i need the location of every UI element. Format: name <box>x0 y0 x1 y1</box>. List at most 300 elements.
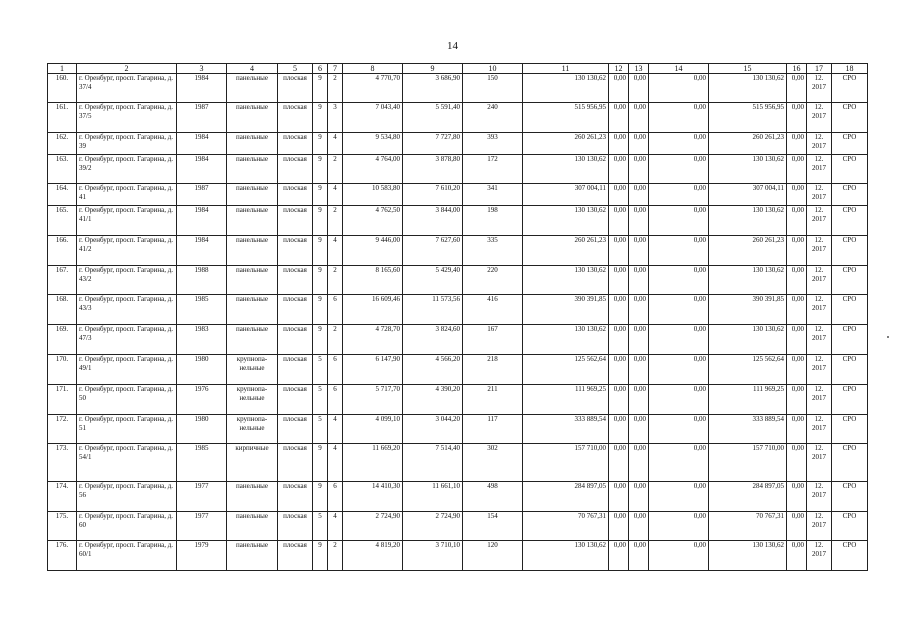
cost-col12-cell: 0,00 <box>609 444 629 482</box>
year-cell: 1980 <box>177 415 227 444</box>
cost-col13-cell: 0,00 <box>629 415 649 444</box>
total-cost-cell: 130 130,62 <box>523 541 609 571</box>
total-cost-cell: 260 261,23 <box>523 133 609 155</box>
residents-cell: 302 <box>463 444 523 482</box>
row-number: 171. <box>48 385 77 415</box>
total-area-cell: 4 728,70 <box>343 325 403 355</box>
column-number-15: 15 <box>709 64 787 74</box>
year-cell: 1987 <box>177 184 227 206</box>
row-number: 172. <box>48 415 77 444</box>
living-area-cell: 3 710,10 <box>403 541 463 571</box>
deadline-cell: 12. 2017 <box>807 512 832 541</box>
cost-col14-cell: 0,00 <box>649 444 709 482</box>
column-number-4: 4 <box>227 64 278 74</box>
cost-col15-cell: 307 004,11 <box>709 184 787 206</box>
address-cell: г. Оренбург, просп. Гагарина, д. 50 <box>77 385 177 415</box>
total-cost-cell: 130 130,62 <box>523 155 609 184</box>
floors-cell: 5 <box>313 355 328 385</box>
deadline-cell: 12. 2017 <box>807 385 832 415</box>
cost-col14-cell: 0,00 <box>649 206 709 236</box>
column-number-8: 8 <box>343 64 403 74</box>
cost-col16-cell: 0,00 <box>787 103 807 133</box>
cost-col15-cell: 130 130,62 <box>709 155 787 184</box>
total-cost-cell: 515 956,95 <box>523 103 609 133</box>
address-cell: г. Оренбург, просп. Гагарина, д. 41/2 <box>77 236 177 266</box>
cost-col12-cell: 0,00 <box>609 103 629 133</box>
year-cell: 1984 <box>177 133 227 155</box>
roof-type-cell: плоская <box>278 206 313 236</box>
entrances-cell: 4 <box>328 444 343 482</box>
deadline-cell: 12. 2017 <box>807 74 832 103</box>
cost-col15-cell: 70 767,31 <box>709 512 787 541</box>
address-cell: г. Оренбург, просп. Гагарина, д. 37/5 <box>77 103 177 133</box>
method-cell: СРО <box>832 103 868 133</box>
row-number: 169. <box>48 325 77 355</box>
cost-col12-cell: 0,00 <box>609 482 629 512</box>
entrances-cell: 4 <box>328 133 343 155</box>
address-cell: г. Оренбург, просп. Гагарина, д. 51 <box>77 415 177 444</box>
roof-type-cell: плоская <box>278 415 313 444</box>
cost-col15-cell: 130 130,62 <box>709 541 787 571</box>
total-cost-cell: 130 130,62 <box>523 74 609 103</box>
residents-cell: 167 <box>463 325 523 355</box>
floors-cell: 9 <box>313 325 328 355</box>
residents-cell: 150 <box>463 74 523 103</box>
residents-cell: 393 <box>463 133 523 155</box>
living-area-cell: 4 566,20 <box>403 355 463 385</box>
total-area-cell: 4 770,70 <box>343 74 403 103</box>
column-number-9: 9 <box>403 64 463 74</box>
residents-cell: 211 <box>463 385 523 415</box>
total-area-cell: 8 165,60 <box>343 266 403 295</box>
column-number-5: 5 <box>278 64 313 74</box>
living-area-cell: 5 591,40 <box>403 103 463 133</box>
floors-cell: 9 <box>313 236 328 266</box>
roof-type-cell: плоская <box>278 385 313 415</box>
cost-col12-cell: 0,00 <box>609 236 629 266</box>
cost-col13-cell: 0,00 <box>629 74 649 103</box>
floors-cell: 9 <box>313 206 328 236</box>
total-cost-cell: 70 767,31 <box>523 512 609 541</box>
table-row <box>48 184 868 206</box>
table-row <box>48 103 868 133</box>
address-cell: г. Оренбург, просп. Гагарина, д. 43/2 <box>77 266 177 295</box>
total-cost-cell: 125 562,64 <box>523 355 609 385</box>
column-number-16: 16 <box>787 64 807 74</box>
entrances-cell: 4 <box>328 512 343 541</box>
total-area-cell: 4 819,20 <box>343 541 403 571</box>
total-cost-cell: 130 130,62 <box>523 266 609 295</box>
deadline-cell: 12. 2017 <box>807 482 832 512</box>
residents-cell: 220 <box>463 266 523 295</box>
entrances-cell: 2 <box>328 541 343 571</box>
entrances-cell: 6 <box>328 385 343 415</box>
page-number: 14 <box>447 40 458 52</box>
table-row <box>48 512 868 541</box>
year-cell: 1979 <box>177 541 227 571</box>
wall-material-cell: панельные <box>227 103 278 133</box>
column-number-18: 18 <box>832 64 868 74</box>
living-area-cell: 7 514,40 <box>403 444 463 482</box>
year-cell: 1984 <box>177 206 227 236</box>
year-cell: 1987 <box>177 103 227 133</box>
residents-cell: 172 <box>463 155 523 184</box>
method-cell: СРО <box>832 184 868 206</box>
wall-material-cell: панельные <box>227 155 278 184</box>
residents-cell: 117 <box>463 415 523 444</box>
cost-col15-cell: 125 562,64 <box>709 355 787 385</box>
method-cell: СРО <box>832 512 868 541</box>
deadline-cell: 12. 2017 <box>807 444 832 482</box>
cost-col13-cell: 0,00 <box>629 444 649 482</box>
cost-col15-cell: 284 897,05 <box>709 482 787 512</box>
row-number: 162. <box>48 133 77 155</box>
method-cell: СРО <box>832 236 868 266</box>
table-row <box>48 385 868 415</box>
wall-material-cell: панельные <box>227 133 278 155</box>
floors-cell: 9 <box>313 103 328 133</box>
total-cost-cell: 307 004,11 <box>523 184 609 206</box>
method-cell: СРО <box>832 325 868 355</box>
cost-col13-cell: 0,00 <box>629 103 649 133</box>
address-cell: г. Оренбург, просп. Гагарина, д. 56 <box>77 482 177 512</box>
cost-col15-cell: 260 261,23 <box>709 133 787 155</box>
residents-cell: 416 <box>463 295 523 325</box>
cost-col14-cell: 0,00 <box>649 103 709 133</box>
living-area-cell: 11 573,56 <box>403 295 463 325</box>
wall-material-cell: панельные <box>227 74 278 103</box>
address-cell: г. Оренбург, просп. Гагарина, д. 39/2 <box>77 155 177 184</box>
cost-col16-cell: 0,00 <box>787 206 807 236</box>
cost-col15-cell: 130 130,62 <box>709 266 787 295</box>
roof-type-cell: плоская <box>278 266 313 295</box>
residents-cell: 198 <box>463 206 523 236</box>
method-cell: СРО <box>832 415 868 444</box>
cost-col16-cell: 0,00 <box>787 133 807 155</box>
cost-col12-cell: 0,00 <box>609 385 629 415</box>
row-number: 170. <box>48 355 77 385</box>
address-cell: г. Оренбург, просп. Гагарина, д. 60/1 <box>77 541 177 571</box>
cost-col14-cell: 0,00 <box>649 512 709 541</box>
living-area-cell: 7 627,60 <box>403 236 463 266</box>
living-area-cell: 7 727,80 <box>403 133 463 155</box>
column-number-17: 17 <box>807 64 832 74</box>
entrances-cell: 3 <box>328 103 343 133</box>
deadline-cell: 12. 2017 <box>807 155 832 184</box>
cost-col16-cell: 0,00 <box>787 385 807 415</box>
floors-cell: 9 <box>313 155 328 184</box>
cost-col13-cell: 0,00 <box>629 236 649 266</box>
floors-cell: 9 <box>313 482 328 512</box>
residents-cell: 341 <box>463 184 523 206</box>
cost-col14-cell: 0,00 <box>649 295 709 325</box>
roof-type-cell: плоская <box>278 103 313 133</box>
address-cell: г. Оренбург, просп. Гагарина, д. 60 <box>77 512 177 541</box>
cost-col15-cell: 130 130,62 <box>709 74 787 103</box>
entrances-cell: 2 <box>328 206 343 236</box>
deadline-cell: 12. 2017 <box>807 541 832 571</box>
method-cell: СРО <box>832 206 868 236</box>
column-number-2: 2 <box>77 64 177 74</box>
row-number: 160. <box>48 74 77 103</box>
year-cell: 1977 <box>177 482 227 512</box>
wall-material-cell: панельные <box>227 325 278 355</box>
cost-col13-cell: 0,00 <box>629 155 649 184</box>
total-area-cell: 9 446,00 <box>343 236 403 266</box>
cost-col12-cell: 0,00 <box>609 541 629 571</box>
wall-material-cell: панельные <box>227 512 278 541</box>
table-body <box>48 74 868 571</box>
deadline-cell: 12. 2017 <box>807 133 832 155</box>
wall-material-cell: панельные <box>227 184 278 206</box>
cost-col13-cell: 0,00 <box>629 541 649 571</box>
living-area-cell: 4 390,20 <box>403 385 463 415</box>
deadline-cell: 12. 2017 <box>807 103 832 133</box>
wall-material-cell: крупнопа- нельные <box>227 385 278 415</box>
cost-col12-cell: 0,00 <box>609 74 629 103</box>
living-area-cell: 3 878,80 <box>403 155 463 184</box>
cost-col12-cell: 0,00 <box>609 266 629 295</box>
roof-type-cell: плоская <box>278 355 313 385</box>
total-cost-cell: 130 130,62 <box>523 206 609 236</box>
method-cell: СРО <box>832 355 868 385</box>
wall-material-cell: панельные <box>227 482 278 512</box>
row-number: 168. <box>48 295 77 325</box>
cost-col16-cell: 0,00 <box>787 295 807 325</box>
total-area-cell: 7 043,40 <box>343 103 403 133</box>
cost-col12-cell: 0,00 <box>609 325 629 355</box>
table-row <box>48 266 868 295</box>
address-cell: г. Оренбург, просп. Гагарина, д. 47/3 <box>77 325 177 355</box>
cost-col13-cell: 0,00 <box>629 266 649 295</box>
total-cost-cell: 157 710,00 <box>523 444 609 482</box>
total-area-cell: 4 099,10 <box>343 415 403 444</box>
cost-col12-cell: 0,00 <box>609 184 629 206</box>
column-number-10: 10 <box>463 64 523 74</box>
cost-col15-cell: 515 956,95 <box>709 103 787 133</box>
scan-speck <box>887 336 889 338</box>
table-row <box>48 482 868 512</box>
floors-cell: 9 <box>313 295 328 325</box>
row-number: 164. <box>48 184 77 206</box>
column-number-14: 14 <box>649 64 709 74</box>
method-cell: СРО <box>832 133 868 155</box>
wall-material-cell: кирпичные <box>227 444 278 482</box>
deadline-cell: 12. 2017 <box>807 184 832 206</box>
row-number: 176. <box>48 541 77 571</box>
cost-col16-cell: 0,00 <box>787 74 807 103</box>
cost-col14-cell: 0,00 <box>649 184 709 206</box>
repair-schedule-table <box>47 63 868 571</box>
residents-cell: 120 <box>463 541 523 571</box>
cost-col12-cell: 0,00 <box>609 206 629 236</box>
roof-type-cell: плоская <box>278 133 313 155</box>
column-number-row <box>48 64 868 74</box>
cost-col14-cell: 0,00 <box>649 133 709 155</box>
cost-col16-cell: 0,00 <box>787 236 807 266</box>
cost-col12-cell: 0,00 <box>609 512 629 541</box>
column-number-3: 3 <box>177 64 227 74</box>
wall-material-cell: панельные <box>227 295 278 325</box>
cost-col12-cell: 0,00 <box>609 155 629 184</box>
entrances-cell: 2 <box>328 266 343 295</box>
cost-col15-cell: 130 130,62 <box>709 206 787 236</box>
living-area-cell: 3 824,60 <box>403 325 463 355</box>
wall-material-cell: панельные <box>227 266 278 295</box>
row-number: 166. <box>48 236 77 266</box>
cost-col16-cell: 0,00 <box>787 184 807 206</box>
year-cell: 1985 <box>177 444 227 482</box>
year-cell: 1976 <box>177 385 227 415</box>
cost-col14-cell: 0,00 <box>649 355 709 385</box>
cost-col13-cell: 0,00 <box>629 295 649 325</box>
cost-col15-cell: 390 391,85 <box>709 295 787 325</box>
total-area-cell: 6 147,90 <box>343 355 403 385</box>
floors-cell: 9 <box>313 184 328 206</box>
deadline-cell: 12. 2017 <box>807 325 832 355</box>
cost-col15-cell: 130 130,62 <box>709 325 787 355</box>
cost-col16-cell: 0,00 <box>787 325 807 355</box>
method-cell: СРО <box>832 266 868 295</box>
entrances-cell: 2 <box>328 74 343 103</box>
floors-cell: 9 <box>313 266 328 295</box>
living-area-cell: 5 429,40 <box>403 266 463 295</box>
cost-col13-cell: 0,00 <box>629 133 649 155</box>
table-row <box>48 295 868 325</box>
table-row <box>48 155 868 184</box>
deadline-cell: 12. 2017 <box>807 266 832 295</box>
address-cell: г. Оренбург, просп. Гагарина, д. 37/4 <box>77 74 177 103</box>
cost-col12-cell: 0,00 <box>609 355 629 385</box>
total-cost-cell: 390 391,85 <box>523 295 609 325</box>
total-area-cell: 9 534,80 <box>343 133 403 155</box>
entrances-cell: 2 <box>328 155 343 184</box>
method-cell: СРО <box>832 385 868 415</box>
living-area-cell: 7 610,20 <box>403 184 463 206</box>
cost-col14-cell: 0,00 <box>649 236 709 266</box>
floors-cell: 9 <box>313 133 328 155</box>
cost-col13-cell: 0,00 <box>629 512 649 541</box>
year-cell: 1980 <box>177 355 227 385</box>
column-number-7: 7 <box>328 64 343 74</box>
cost-col13-cell: 0,00 <box>629 385 649 415</box>
roof-type-cell: плоская <box>278 295 313 325</box>
table-row <box>48 206 868 236</box>
address-cell: г. Оренбург, просп. Гагарина, д. 41/1 <box>77 206 177 236</box>
roof-type-cell: плоская <box>278 482 313 512</box>
cost-col12-cell: 0,00 <box>609 295 629 325</box>
table-row <box>48 355 868 385</box>
method-cell: СРО <box>832 295 868 325</box>
method-cell: СРО <box>832 482 868 512</box>
residents-cell: 240 <box>463 103 523 133</box>
cost-col16-cell: 0,00 <box>787 541 807 571</box>
table-row <box>48 541 868 571</box>
column-number-11: 11 <box>523 64 609 74</box>
roof-type-cell: плоская <box>278 444 313 482</box>
floors-cell: 9 <box>313 444 328 482</box>
deadline-cell: 12. 2017 <box>807 415 832 444</box>
year-cell: 1977 <box>177 512 227 541</box>
address-cell: г. Оренбург, просп. Гагарина, д. 54/1 <box>77 444 177 482</box>
total-area-cell: 16 609,46 <box>343 295 403 325</box>
column-number-12: 12 <box>609 64 629 74</box>
cost-col16-cell: 0,00 <box>787 444 807 482</box>
table-row <box>48 415 868 444</box>
wall-material-cell: панельные <box>227 206 278 236</box>
cost-col14-cell: 0,00 <box>649 74 709 103</box>
table-row <box>48 236 868 266</box>
table-row <box>48 325 868 355</box>
residents-cell: 218 <box>463 355 523 385</box>
floors-cell: 9 <box>313 74 328 103</box>
method-cell: СРО <box>832 74 868 103</box>
total-cost-cell: 260 261,23 <box>523 236 609 266</box>
wall-material-cell: панельные <box>227 236 278 266</box>
living-area-cell: 3 044,20 <box>403 415 463 444</box>
residents-cell: 154 <box>463 512 523 541</box>
entrances-cell: 4 <box>328 184 343 206</box>
year-cell: 1984 <box>177 74 227 103</box>
row-number: 165. <box>48 206 77 236</box>
roof-type-cell: плоская <box>278 541 313 571</box>
address-cell: г. Оренбург, просп. Гагарина, д. 39 <box>77 133 177 155</box>
roof-type-cell: плоская <box>278 184 313 206</box>
year-cell: 1985 <box>177 295 227 325</box>
table-row <box>48 444 868 482</box>
column-number-13: 13 <box>629 64 649 74</box>
cost-col13-cell: 0,00 <box>629 184 649 206</box>
total-cost-cell: 284 897,05 <box>523 482 609 512</box>
living-area-cell: 2 724,90 <box>403 512 463 541</box>
cost-col16-cell: 0,00 <box>787 415 807 444</box>
cost-col13-cell: 0,00 <box>629 325 649 355</box>
address-cell: г. Оренбург, просп. Гагарина, д. 49/1 <box>77 355 177 385</box>
floors-cell: 9 <box>313 541 328 571</box>
residents-cell: 498 <box>463 482 523 512</box>
row-number: 161. <box>48 103 77 133</box>
cost-col15-cell: 111 969,25 <box>709 385 787 415</box>
cost-col13-cell: 0,00 <box>629 482 649 512</box>
table-row <box>48 74 868 103</box>
floors-cell: 5 <box>313 512 328 541</box>
cost-col16-cell: 0,00 <box>787 482 807 512</box>
deadline-cell: 12. 2017 <box>807 295 832 325</box>
total-cost-cell: 333 889,54 <box>523 415 609 444</box>
cost-col14-cell: 0,00 <box>649 415 709 444</box>
address-cell: г. Оренбург, просп. Гагарина, д. 41 <box>77 184 177 206</box>
cost-col14-cell: 0,00 <box>649 155 709 184</box>
total-area-cell: 10 583,80 <box>343 184 403 206</box>
residents-cell: 335 <box>463 236 523 266</box>
living-area-cell: 3 844,00 <box>403 206 463 236</box>
roof-type-cell: плоская <box>278 236 313 266</box>
roof-type-cell: плоская <box>278 74 313 103</box>
method-cell: СРО <box>832 541 868 571</box>
column-number-1: 1 <box>48 64 77 74</box>
cost-col12-cell: 0,00 <box>609 133 629 155</box>
column-number-6: 6 <box>313 64 328 74</box>
cost-col15-cell: 333 889,54 <box>709 415 787 444</box>
total-cost-cell: 111 969,25 <box>523 385 609 415</box>
total-area-cell: 4 764,00 <box>343 155 403 184</box>
living-area-cell: 11 661,10 <box>403 482 463 512</box>
total-area-cell: 5 717,70 <box>343 385 403 415</box>
cost-col12-cell: 0,00 <box>609 415 629 444</box>
entrances-cell: 6 <box>328 482 343 512</box>
total-area-cell: 4 762,50 <box>343 206 403 236</box>
cost-col16-cell: 0,00 <box>787 266 807 295</box>
